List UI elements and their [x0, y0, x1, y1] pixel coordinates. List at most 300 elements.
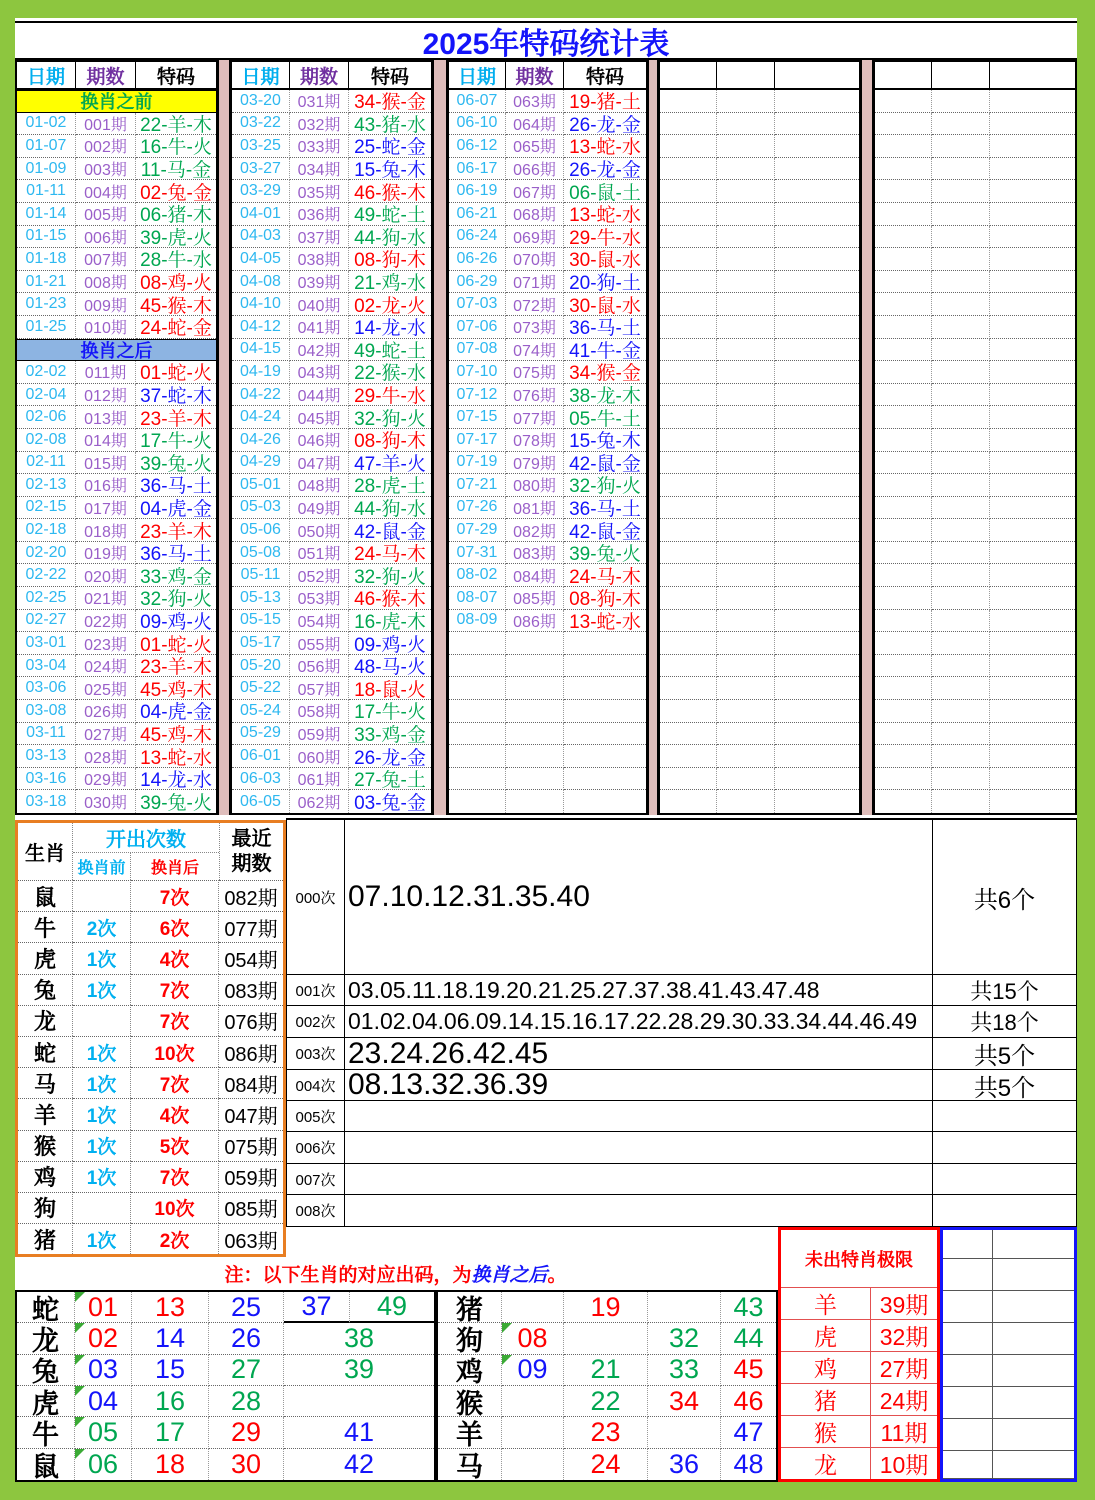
grid-zodiac-label: 羊: [438, 1417, 502, 1448]
code-cell: [990, 452, 1075, 475]
grid-number-cell: 38: [284, 1323, 434, 1354]
date-cell: [875, 226, 932, 249]
date-cell: 03-29: [232, 180, 290, 203]
date-cell: [449, 700, 506, 723]
code-cell: [990, 768, 1075, 791]
code-cell: 21-鸡-水: [349, 271, 431, 294]
date-cell: 04-22: [232, 384, 290, 407]
after-count: 10次: [131, 1036, 219, 1067]
period-cell: [717, 293, 775, 316]
date-cell: 02-22: [17, 564, 76, 587]
empty-cell: [993, 1230, 1074, 1259]
grid-number-cell: [502, 1292, 564, 1323]
period-cell: 083期: [506, 542, 564, 565]
period-cell: 050期: [290, 519, 349, 542]
code-cell: 36-马-土: [564, 497, 646, 520]
empty-cell: [943, 1230, 993, 1259]
code-cell: 46-猴-木: [349, 180, 431, 203]
code-cell: 16-牛-火: [136, 135, 216, 158]
before-count: 1次: [73, 1036, 131, 1067]
date-cell: 05-11: [232, 564, 290, 587]
code-cell: 23-羊-木: [136, 406, 216, 429]
period-cell: [932, 226, 990, 249]
recent-period: 083期: [219, 974, 283, 1005]
period-cell: [932, 339, 990, 362]
period-cell: [717, 587, 775, 610]
period-cell: 040期: [290, 293, 349, 316]
period-cell: [717, 452, 775, 475]
date-cell: [875, 180, 932, 203]
period-cell: [506, 723, 564, 746]
code-cell: 43-猪-水: [349, 113, 431, 136]
grid-number-cell: 23: [564, 1417, 648, 1448]
code-cell: [990, 361, 1075, 384]
note-prefix: 注：以下生肖的对应出码，为: [224, 1264, 472, 1286]
date-cell: [875, 677, 932, 700]
header-code: 特码: [349, 62, 431, 90]
period-cell: 026期: [76, 700, 136, 723]
code-cell: [990, 90, 1075, 113]
date-cell: 02-27: [17, 610, 76, 633]
before-count: 1次: [73, 1098, 131, 1129]
period-cell: 082期: [506, 519, 564, 542]
date-cell: [449, 790, 506, 813]
code-cell: 09-鸡-火: [349, 632, 431, 655]
date-cell: 05-06: [232, 519, 290, 542]
zodiac-stats-table: [15, 820, 286, 1257]
top-table-group-4: [658, 60, 861, 815]
period-cell: 064期: [506, 113, 564, 136]
period-cell: [717, 180, 775, 203]
code-cell: 36-马-土: [564, 316, 646, 339]
numbers-list: 01.02.04.06.09.14.15.16.17.22.28.29.30.33.34.44.46.49: [345, 1006, 933, 1038]
before-count: 1次: [73, 1223, 131, 1254]
code-cell: [990, 339, 1075, 362]
period-cell: [932, 203, 990, 226]
grid-zodiac-label: 狗: [438, 1323, 502, 1354]
period-cell: [932, 180, 990, 203]
date-cell: 03-18: [17, 790, 76, 813]
code-cell: 23-羊-木: [136, 655, 216, 678]
empty-cell: [993, 1419, 1074, 1451]
code-cell: 34-猴-金: [564, 361, 646, 384]
code-cell: 44-狗-水: [349, 497, 431, 520]
zodiac-label: 鸡: [18, 1161, 73, 1192]
period-cell: 066期: [506, 158, 564, 181]
date-cell: [875, 203, 932, 226]
zodiac-label: 牛: [18, 911, 73, 942]
date-cell: [660, 677, 717, 700]
grid-number-cell: [502, 1417, 564, 1448]
limit-zodiac: 虎: [781, 1319, 871, 1351]
period-cell: 086期: [506, 610, 564, 633]
period-cell: [717, 564, 775, 587]
code-cell: [990, 113, 1075, 136]
date-cell: 05-17: [232, 632, 290, 655]
date-cell: 08-02: [449, 564, 506, 587]
period-cell: [932, 677, 990, 700]
top-table-group-2: [230, 60, 433, 815]
code-cell: 15-兔-木: [349, 158, 431, 181]
date-cell: 02-13: [17, 474, 76, 497]
date-cell: 01-25: [17, 316, 76, 339]
date-cell: [449, 768, 506, 791]
period-cell: [932, 519, 990, 542]
grid-number-cell: [284, 1386, 434, 1417]
code-cell: [564, 700, 646, 723]
code-cell: 45-鸡-木: [136, 677, 216, 700]
date-cell: [660, 406, 717, 429]
period-cell: [932, 542, 990, 565]
grid-number-cell: 19: [564, 1292, 648, 1323]
code-cell: [775, 339, 859, 362]
total-count: 共6个: [933, 820, 1077, 975]
grid-number-cell: 34: [648, 1386, 721, 1417]
period-cell: [932, 564, 990, 587]
period-cell: 044期: [290, 384, 349, 407]
code-cell: [775, 677, 859, 700]
period-cell: 029期: [76, 768, 136, 791]
period-cell: 039期: [290, 271, 349, 294]
code-cell: [990, 745, 1075, 768]
code-cell: [775, 610, 859, 633]
grid-number-cell: 27: [209, 1355, 284, 1386]
period-cell: 057期: [290, 677, 349, 700]
period-cell: 008期: [76, 271, 136, 294]
period-cell: 010期: [76, 316, 136, 339]
date-cell: 07-06: [449, 316, 506, 339]
grid-number-cell: 44: [721, 1323, 776, 1354]
count-label: 006次: [286, 1132, 345, 1164]
code-cell: 47-羊-火: [349, 452, 431, 475]
code-cell: [990, 180, 1075, 203]
date-cell: 01-02: [17, 113, 76, 136]
limit-periods: 27期: [871, 1351, 937, 1383]
numbers-list: 03.05.11.18.19.20.21.25.27.37.38.41.43.47.48: [345, 975, 933, 1006]
code-cell: 32-狗-火: [136, 587, 216, 610]
grid-number-cell: 33: [648, 1355, 721, 1386]
code-cell: 32-狗-火: [349, 564, 431, 587]
header-date: [660, 62, 717, 90]
period-cell: 024期: [76, 655, 136, 678]
header-date: 日期: [232, 62, 290, 90]
code-cell: [564, 677, 646, 700]
code-cell: 49-蛇-土: [349, 339, 431, 362]
recent-period: 082期: [219, 880, 283, 911]
empty-cell: [993, 1323, 1074, 1355]
code-cell: 11-马-金: [136, 158, 216, 181]
count-distribution: [286, 818, 1077, 1227]
after-count: 7次: [131, 974, 219, 1005]
date-cell: 05-20: [232, 655, 290, 678]
code-cell: 36-马-土: [136, 474, 216, 497]
after-change-header: 换肖后: [150, 860, 199, 877]
date-cell: 08-09: [449, 610, 506, 633]
date-cell: [449, 723, 506, 746]
before-count: 1次: [73, 974, 131, 1005]
limit-zodiac: 羊: [781, 1287, 871, 1319]
date-cell: 07-26: [449, 497, 506, 520]
period-cell: [717, 429, 775, 452]
limit-zodiac: 猪: [781, 1383, 871, 1415]
period-cell: 005期: [76, 203, 136, 226]
header-code: [990, 62, 1075, 90]
code-cell: 34-猴-金: [349, 90, 431, 113]
period-cell: 023期: [76, 632, 136, 655]
bottom-grid-left: [15, 1290, 436, 1482]
code-cell: [990, 497, 1075, 520]
code-cell: 32-狗-火: [564, 474, 646, 497]
code-cell: [775, 293, 859, 316]
code-cell: 49-蛇-土: [349, 203, 431, 226]
period-cell: [717, 790, 775, 813]
date-cell: [875, 564, 932, 587]
period-cell: [717, 361, 775, 384]
date-cell: [875, 406, 932, 429]
recent-period: 075期: [219, 1130, 283, 1161]
date-cell: [660, 113, 717, 136]
period-cell: [932, 497, 990, 520]
period-cell: [717, 226, 775, 249]
period-cell: 018期: [76, 519, 136, 542]
period-cell: [932, 384, 990, 407]
header-code: [775, 62, 859, 90]
zodiac-label: 猴: [18, 1130, 73, 1161]
header-period: 期数: [290, 62, 349, 90]
code-cell: [775, 497, 859, 520]
grid-number-cell: [502, 1449, 564, 1480]
after-count: 10次: [131, 1192, 219, 1223]
date-cell: 03-20: [232, 90, 290, 113]
date-cell: [660, 745, 717, 768]
code-cell: 39-兔-火: [140, 793, 212, 813]
code-cell: [775, 113, 859, 136]
code-cell: 26-龙-金: [564, 158, 646, 181]
grid-number-cell: [648, 1292, 721, 1323]
date-cell: 06-21: [449, 203, 506, 226]
code-cell: 37-蛇-木: [136, 384, 216, 407]
period-cell: [932, 745, 990, 768]
code-cell: [775, 474, 859, 497]
period-cell: [717, 768, 775, 791]
period-cell: 046期: [290, 429, 349, 452]
code-cell: 30-鼠-水: [564, 293, 646, 316]
code-cell: [990, 248, 1075, 271]
period-cell: 004期: [76, 180, 136, 203]
date-cell: [875, 90, 932, 113]
code-cell: 28-虎-土: [349, 474, 431, 497]
period-cell: [717, 542, 775, 565]
code-cell: [990, 790, 1075, 813]
grid-number-cell: 03: [75, 1355, 132, 1386]
period-cell: 041期: [290, 316, 349, 339]
period-cell: 060期: [290, 745, 349, 768]
column-separator: [433, 60, 447, 815]
numbers-list: [345, 1164, 933, 1195]
code-cell: [564, 790, 646, 813]
code-cell: 32-狗-火: [349, 406, 431, 429]
after-count: 7次: [131, 1005, 219, 1036]
period-cell: 037期: [290, 226, 349, 249]
date-cell: 06-26: [449, 248, 506, 271]
date-cell: [660, 339, 717, 362]
code-cell: 42-鼠-金: [564, 452, 646, 475]
count-label: 007次: [286, 1164, 345, 1195]
code-cell: 15-兔-木: [564, 429, 646, 452]
date-cell: 06-19: [449, 180, 506, 203]
code-cell: 33-鸡-金: [349, 723, 431, 746]
period-cell: [932, 587, 990, 610]
code-cell: [990, 203, 1075, 226]
code-cell: [990, 700, 1075, 723]
period-cell: 034期: [290, 158, 349, 181]
after-count: 7次: [131, 1067, 219, 1098]
date-cell: 05-01: [232, 474, 290, 497]
zodiac-label: 龙: [18, 1005, 73, 1036]
empty-cell: [943, 1451, 993, 1479]
date-cell: 03-22: [232, 113, 290, 136]
banner-yellow: 换肖之前: [17, 90, 216, 113]
grid-zodiac-label: 猪: [438, 1292, 502, 1323]
header-period: [717, 62, 775, 90]
count-label: 003次: [286, 1038, 345, 1070]
period-cell: 022期: [76, 610, 136, 633]
code-cell: 45-鸡-木: [136, 723, 216, 746]
zodiac-header: 生肖: [18, 823, 73, 880]
count-label: 002次: [286, 1006, 345, 1038]
code-cell: [990, 406, 1075, 429]
grid-zodiac-label: 猴: [438, 1386, 502, 1417]
period-cell: [717, 497, 775, 520]
date-cell: [875, 158, 932, 181]
before-count: 1次: [73, 1067, 131, 1098]
code-cell: 28-牛-水: [136, 248, 216, 271]
period-cell: [717, 677, 775, 700]
numbers-list: 23.24.26.42.45: [345, 1038, 933, 1070]
after-count: 7次: [131, 880, 219, 911]
date-cell: [660, 790, 717, 813]
unreleased-zodiac-limit-table: [778, 1227, 940, 1482]
period-cell: [932, 610, 990, 633]
numbers-list: [345, 1195, 933, 1227]
date-cell: 07-21: [449, 474, 506, 497]
code-cell: 18-鼠-火: [349, 677, 431, 700]
date-cell: [875, 587, 932, 610]
limit-periods: 32期: [871, 1319, 937, 1351]
code-cell: [990, 135, 1075, 158]
period-cell: [932, 361, 990, 384]
period-cell: 081期: [506, 497, 564, 520]
period-cell: 006期: [76, 226, 136, 249]
grid-number-cell: [648, 1417, 721, 1448]
period-cell: 051期: [290, 542, 349, 565]
period-cell: 054期: [290, 610, 349, 633]
date-cell: 04-12: [232, 316, 290, 339]
limit-title: 未出特肖极限: [805, 1249, 913, 1270]
empty-cell: [993, 1451, 1074, 1479]
total-count: 共5个: [933, 1070, 1077, 1101]
period-cell: 053期: [290, 587, 349, 610]
period-cell: 073期: [506, 316, 564, 339]
empty-cell: [993, 1355, 1074, 1387]
period-cell: 079期: [506, 452, 564, 475]
code-cell: 42-鼠-金: [349, 519, 431, 542]
date-cell: 03-01: [17, 632, 76, 655]
date-cell: 02-15: [17, 497, 76, 520]
period-cell: 013期: [76, 406, 136, 429]
date-cell: [875, 113, 932, 136]
header-code: 特码: [136, 62, 216, 90]
date-cell: 05-03: [232, 497, 290, 520]
date-cell: 01-18: [17, 248, 76, 271]
after-count: 5次: [131, 1130, 219, 1161]
date-cell: [660, 293, 717, 316]
limit-zodiac: 龙: [781, 1447, 871, 1479]
empty-cell: [993, 1259, 1074, 1291]
code-cell: [775, 361, 859, 384]
date-cell: [875, 610, 932, 633]
period-cell: [506, 632, 564, 655]
date-cell: 03-04: [17, 655, 76, 678]
date-cell: 03-11: [17, 723, 76, 746]
period-cell: 012期: [76, 384, 136, 407]
period-cell: 001期: [76, 113, 136, 136]
date-cell: 04-01: [232, 203, 290, 226]
date-cell: [875, 293, 932, 316]
code-cell: 03-兔-金: [354, 793, 426, 813]
recent-period: 063期: [219, 1223, 283, 1254]
code-cell: [990, 655, 1075, 678]
date-cell: 04-10: [232, 293, 290, 316]
period-cell: 059期: [290, 723, 349, 746]
code-cell: [990, 677, 1075, 700]
date-cell: 06-03: [232, 768, 290, 791]
code-cell: 46-猴-木: [349, 587, 431, 610]
period-cell: 058期: [290, 700, 349, 723]
code-cell: [990, 519, 1075, 542]
grid-number-cell: 15: [132, 1355, 209, 1386]
numbers-list: 07.10.12.31.35.40: [345, 820, 933, 975]
code-cell: 14-龙-水: [349, 316, 431, 339]
before-count: 2次: [73, 911, 131, 942]
date-cell: 06-29: [449, 271, 506, 294]
date-cell: [875, 429, 932, 452]
code-cell: 17-牛-火: [349, 700, 431, 723]
grid-number-cell: 01: [75, 1292, 132, 1323]
code-cell: [990, 564, 1075, 587]
date-cell: 02-11: [17, 452, 76, 475]
date-cell: 01-09: [17, 158, 76, 181]
period-cell: [932, 768, 990, 791]
after-count: 4次: [131, 942, 219, 973]
period-cell: 031期: [290, 90, 349, 113]
code-cell: [564, 655, 646, 678]
date-cell: 02-02: [17, 361, 76, 384]
period-cell: [506, 655, 564, 678]
code-cell: [775, 158, 859, 181]
grid-number-cell: 25: [209, 1292, 284, 1323]
count-label: 001次: [286, 975, 345, 1006]
period-cell: 043期: [290, 361, 349, 384]
total-count: [933, 1132, 1077, 1164]
grid-zodiac-label: 蛇: [17, 1292, 75, 1323]
grid-number-cell: 37: [284, 1292, 350, 1323]
period-cell: 009期: [76, 293, 136, 316]
grid-zodiac-label: 鼠: [17, 1449, 75, 1480]
date-cell: [660, 723, 717, 746]
code-cell: 19-猪-土: [564, 90, 646, 113]
date-cell: 06-24: [449, 226, 506, 249]
